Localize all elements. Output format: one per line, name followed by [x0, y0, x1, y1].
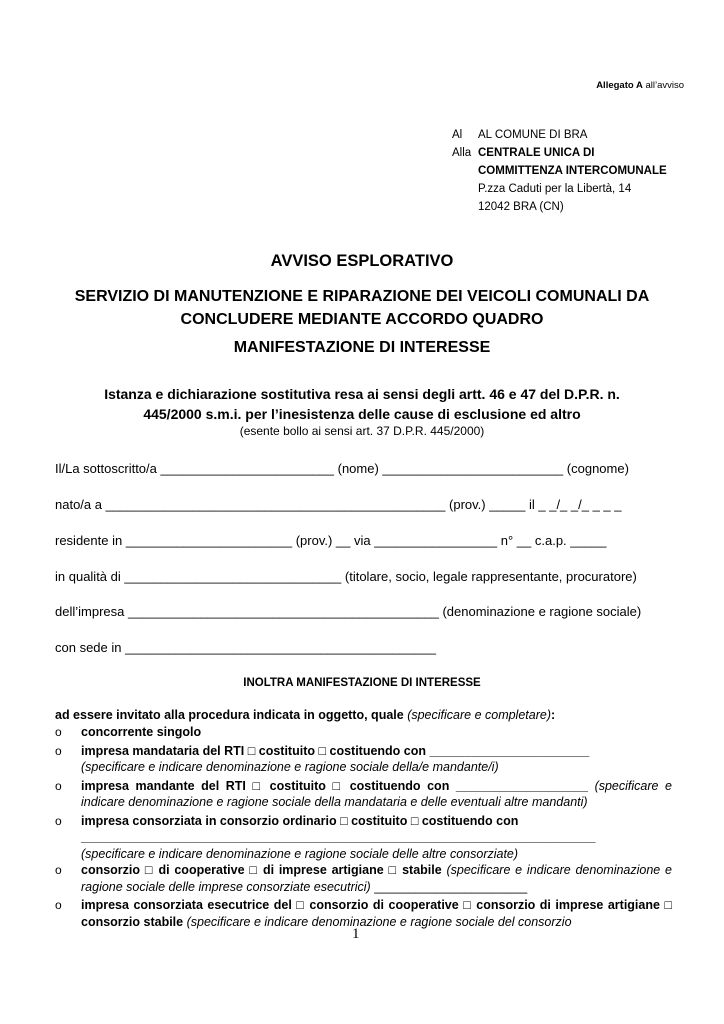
address-row: [452, 126, 698, 144]
istanza-heading: [40, 384, 684, 424]
intro-bold: ad essere invitato alla procedura indicata in oggetto, quale: [55, 708, 408, 722]
page-number: 1: [352, 926, 360, 942]
bullet-icon: o: [55, 813, 62, 828]
option-text: [81, 778, 672, 811]
option-text: [81, 897, 672, 930]
option-italic: (specificare e indicare denominazione e ragione sociale delle altre consorziate): [81, 846, 519, 861]
option-bold: impresa mandante del RTI □ costituito □ costituendo con ___________________: [81, 778, 588, 793]
form-line-role: in qualità di ______________________________ (titolare, socio, legale rappresentante, procuratore): [55, 569, 637, 584]
title-servizio: [40, 285, 684, 331]
option-item: [55, 724, 672, 741]
address-row: [452, 162, 698, 180]
recipient-address: [452, 126, 698, 216]
option-item: [55, 778, 672, 811]
bullet-icon: o: [55, 778, 62, 793]
address-row: [452, 180, 698, 198]
address-text: CENTRALE UNICA DI: [478, 147, 595, 159]
esente-note: (esente bollo ai sensi art. 37 D.P.R. 445/2000): [239, 424, 485, 438]
option-item: [55, 813, 672, 863]
inoltra-heading: INOLTRA MANIFESTAZIONE DI INTERESSE: [243, 677, 481, 689]
option-bold: impresa consorziata esecutrice del □ consorzio di cooperative □ consorzio di imprese artigiane □ consorzio stabile: [81, 898, 672, 929]
option-italic: (specificare e indicare denominazione e ragione sociale della mandataria e delle eventuali altre mandanti): [81, 778, 673, 809]
title-servizio-line1: SERVIZIO DI MANUTENZIONE E RIPARAZIONE DEI VEICOLI COMUNALI DA: [74, 288, 650, 305]
option-bold: impresa consorziata in consorzio ordinario □ costituito □ costituendo con: [81, 813, 519, 828]
address-text: AL COMUNE DI BRA: [478, 129, 588, 141]
option-text: [81, 862, 672, 895]
address-text: COMMITTENZA INTERCOMUNALE: [478, 165, 667, 177]
title-servizio-line2: CONCLUDERE MEDIANTE ACCORDO QUADRO: [180, 311, 544, 328]
option-blank-line: __________________________________________________________________________: [81, 830, 596, 844]
bullet-icon: o: [55, 743, 62, 758]
address-row: [452, 144, 698, 162]
allegato-bold: Allegato A: [596, 80, 643, 91]
title-avviso: AVVISO ESPLORATIVO: [270, 252, 454, 270]
address-prefix: Al: [452, 129, 463, 141]
form-line-birth: nato/a a _______________________________________________ (prov.) _____ il _ _/_ _/_ _ _ _: [55, 497, 622, 512]
option-bold: consorzio □ di cooperative □ di imprese artigiane □ stabile: [81, 863, 442, 877]
option-italic: (specificare e indicare denominazione e ragione sociale delle imprese consorziate esecutrici): [81, 863, 672, 894]
address-text: 12042 BRA (CN): [478, 201, 564, 213]
bullet-icon: o: [55, 898, 62, 912]
intro-end: :: [551, 708, 556, 722]
address-prefix: [452, 198, 478, 216]
title-manifestazione: MANIFESTAZIONE DI INTERESSE: [233, 339, 491, 356]
address-prefix: Alla: [452, 147, 472, 159]
bullet-icon: o: [55, 863, 62, 877]
address-prefix: [452, 180, 478, 198]
option-text: [81, 743, 672, 776]
bullet-icon: o: [55, 725, 62, 739]
intro-italic: (specificare e completare): [407, 708, 551, 722]
form-line-name: Il/La sottoscritto/a ________________________ (nome) _________________________ (cognome): [55, 461, 629, 476]
allegato-label: [596, 80, 684, 91]
option-italic: (specificare e indicare denominazione e ragione sociale della/e mandante/i): [81, 760, 499, 774]
form-line-residence: residente in _______________________ (prov.) __ via _________________ n° __ c.a.p. _____: [55, 533, 607, 548]
address-prefix: [452, 162, 478, 180]
option-item: [55, 862, 672, 895]
allegato-rest: all’avviso: [642, 80, 684, 91]
option-item: [55, 897, 672, 930]
option-text: [81, 813, 672, 863]
option-item: [55, 743, 672, 776]
option-bold: impresa mandataria del RTI □ costituito □ costituendo con _______________________: [81, 743, 590, 758]
options-list: [55, 724, 672, 930]
istanza-line2: 445/2000 s.m.i. per l’inesistenza delle cause di esclusione ed altro: [143, 406, 581, 422]
form-line-company: dell’impresa ___________________________________________ (denominazione e ragione sociale): [55, 604, 642, 619]
address-row: [452, 198, 698, 216]
option-blank-line: ______________________: [370, 879, 528, 894]
address-text: P.zza Caduti per la Libertà, 14: [478, 183, 632, 195]
option-text: concorrente singolo: [81, 725, 202, 739]
intro-line: [55, 708, 555, 722]
option-italic: (specificare e indicare denominazione e ragione sociale del consorzio: [183, 914, 572, 929]
istanza-line1: Istanza e dichiarazione sostitutiva resa ai sensi degli artt. 46 e 47 del D.P.R. n.: [104, 386, 620, 402]
form-line-seat: con sede in ___________________________________________: [55, 640, 436, 655]
